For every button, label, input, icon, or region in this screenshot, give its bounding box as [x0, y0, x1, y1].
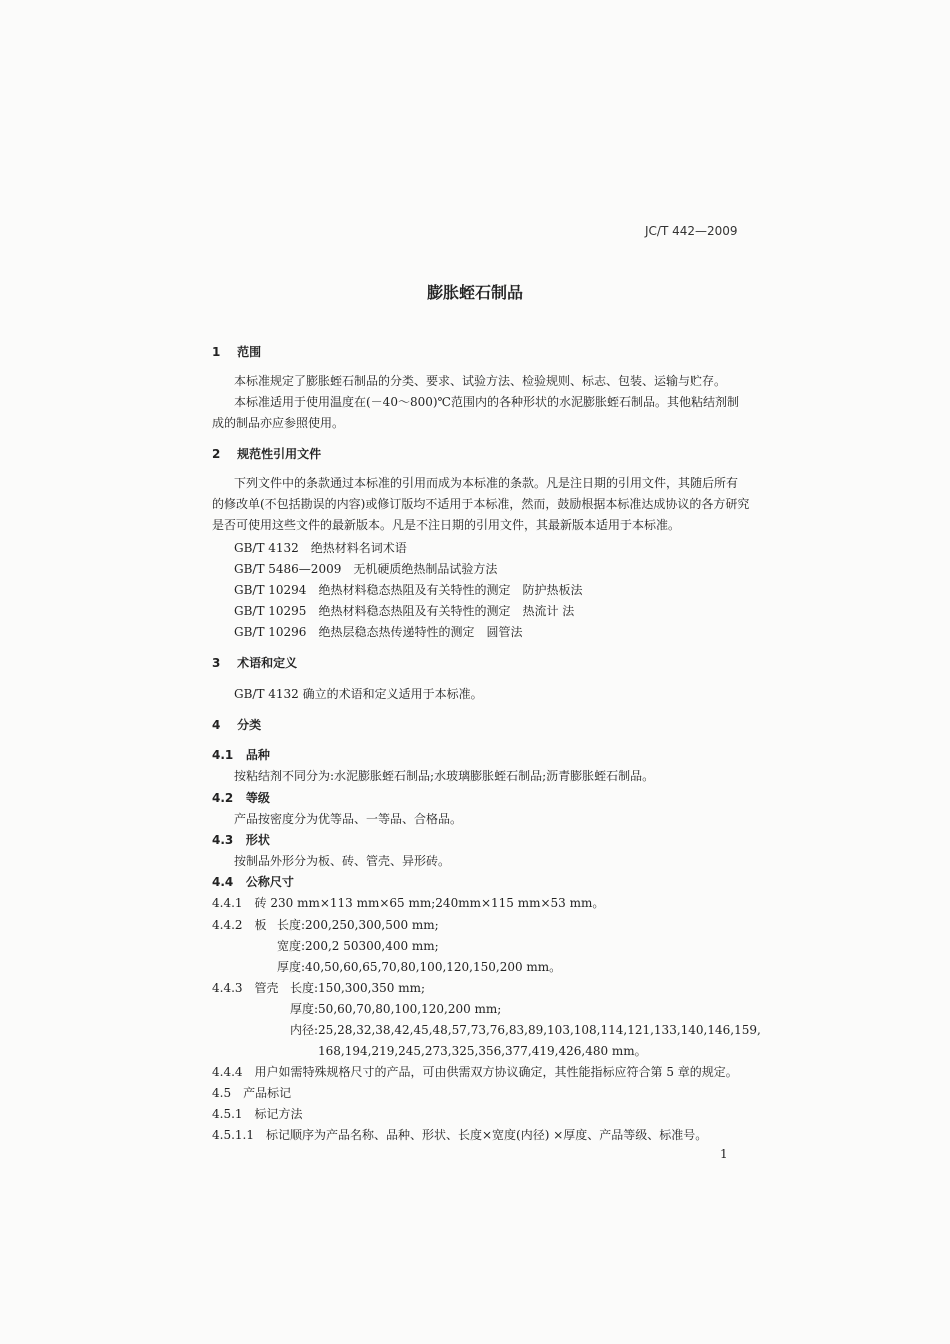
- subsection-4-4-number: 4.4: [212, 875, 234, 889]
- section-2-heading: [212, 445, 321, 462]
- clause-4-4-4: 4.4.4 用户如需特殊规格尺寸的产品，可由供需双方协议确定，其性能指标应符合第 5 章的规定。: [212, 1065, 738, 1079]
- subsection-4-1-title: 品种: [245, 748, 270, 762]
- reference-item: GB/T 10294 绝热材料稳态热阻及有关特性的测定 防护热板法: [234, 583, 583, 597]
- section-4-number: 4: [212, 718, 221, 732]
- subsection-4-1-heading: [212, 746, 270, 763]
- section-3-number: 3: [212, 656, 221, 670]
- subsection-4-2-text: 产品按密度分为优等品、一等品、合格品。: [234, 812, 463, 826]
- subsection-4-2-number: 4.2: [212, 791, 234, 805]
- section-2-para-1a: 下列文件中的条款通过本标准的引用而成为本标准的条款。凡是注日期的引用文件，其随后所有: [234, 476, 739, 490]
- section-3-para-1: GB/T 4132 确立的术语和定义适用于本标准。: [234, 687, 483, 701]
- subsection-4-5-heading: 4.5 产品标记: [212, 1086, 292, 1100]
- clause-4-4-2-length: 长度:200,250,300,500 mm;: [277, 918, 439, 932]
- subsection-4-1-text: 按粘结剂不同分为:水泥膨胀蛭石制品;水玻璃膨胀蛭石制品;沥青膨胀蛭石制品。: [234, 769, 655, 783]
- clause-4-4-1: 4.4.1 砖 230 mm×113 mm×65 mm;240mm×115 mm×53 mm。: [212, 896, 605, 910]
- reference-item: GB/T 10296 绝热层稳态热传递特性的测定 圆管法: [234, 625, 523, 639]
- subsection-4-1-number: 4.1: [212, 748, 234, 762]
- section-2-number: 2: [212, 447, 221, 461]
- clause-4-4-3-thickness: 厚度:50,60,70,80,100,120,200 mm;: [290, 1002, 502, 1016]
- reference-item: GB/T 10295 绝热材料稳态热阻及有关特性的测定 热流计 法: [234, 604, 575, 618]
- reference-item: GB/T 4132 绝热材料名词术语: [234, 541, 407, 555]
- standard-number: JC/T 442—2009: [645, 224, 738, 238]
- clause-4-4-2-label: 4.4.2 板: [212, 918, 267, 932]
- reference-item: GB/T 5486—2009 无机硬质绝热制品试验方法: [234, 562, 498, 576]
- page-number: 1: [720, 1147, 728, 1161]
- section-2-title: 规范性引用文件: [237, 447, 322, 461]
- clause-4-4-3-inner-diameter-a: 内径:25,28,32,38,42,45,48,57,73,76,83,89,103,108,114,121,133,140,146,159,: [290, 1023, 761, 1037]
- section-1-para-1: 本标准规定了膨胀蛭石制品的分类、要求、试验方法、检验规则、标志、包装、运输与贮存。: [234, 374, 727, 388]
- document-title: 膨胀蛭石制品: [426, 283, 523, 302]
- section-1-para-2a: 本标准适用于使用温度在(－40～800)℃范围内的各种形状的水泥膨胀蛭石制品。其他粘结剂制: [234, 395, 739, 409]
- subsection-4-3-heading: [212, 831, 270, 848]
- clause-4-4-2-width: 宽度:200,2 50300,400 mm;: [277, 939, 439, 953]
- clause-4-4-3-inner-diameter-b: 168,194,219,245,273,325,356,377,419,426,480 mm。: [318, 1044, 647, 1058]
- subsection-4-2-title: 等级: [245, 791, 270, 805]
- subsection-4-4-heading: [212, 873, 294, 890]
- section-3-title: 术语和定义: [237, 656, 298, 670]
- clause-4-5-1-1: 4.5.1.1 标记顺序为产品名称、品种、形状、长度×宽度(内径) ×厚度、产品等级、标准号。: [212, 1128, 708, 1142]
- subsection-4-3-number: 4.3: [212, 833, 234, 847]
- section-3-heading: [212, 654, 297, 671]
- subsection-4-3-text: 按制品外形分为板、砖、管壳、异形砖。: [234, 854, 451, 868]
- clause-4-4-3-length: 长度:150,300,350 mm;: [290, 981, 426, 995]
- section-1-title: 范围: [237, 345, 262, 359]
- section-1-number: 1: [212, 345, 221, 359]
- section-1-heading: [212, 343, 261, 360]
- subsection-4-4-title: 公称尺寸: [245, 875, 294, 889]
- subsection-4-3-title: 形状: [245, 833, 270, 847]
- section-4-title: 分类: [237, 718, 262, 732]
- subsection-4-2-heading: [212, 789, 270, 806]
- section-1-para-2b: 成的制品亦应参照使用。: [212, 416, 345, 430]
- clause-4-4-2-thickness: 厚度:40,50,60,65,70,80,100,120,150,200 mm。: [277, 960, 562, 974]
- section-4-heading: [212, 716, 261, 733]
- section-2-para-1b: 的修改单(不包括勘误的内容)或修订版均不适用于本标准，然而，鼓励根据本标准达成协议的各方研究: [212, 497, 750, 511]
- clause-4-4-3-label: 4.4.3 管壳: [212, 981, 279, 995]
- clause-4-5-1: 4.5.1 标记方法: [212, 1107, 303, 1121]
- section-2-para-1c: 是否可使用这些文件的最新版本。凡是不注日期的引用文件，其最新版本适用于本标准。: [212, 518, 681, 532]
